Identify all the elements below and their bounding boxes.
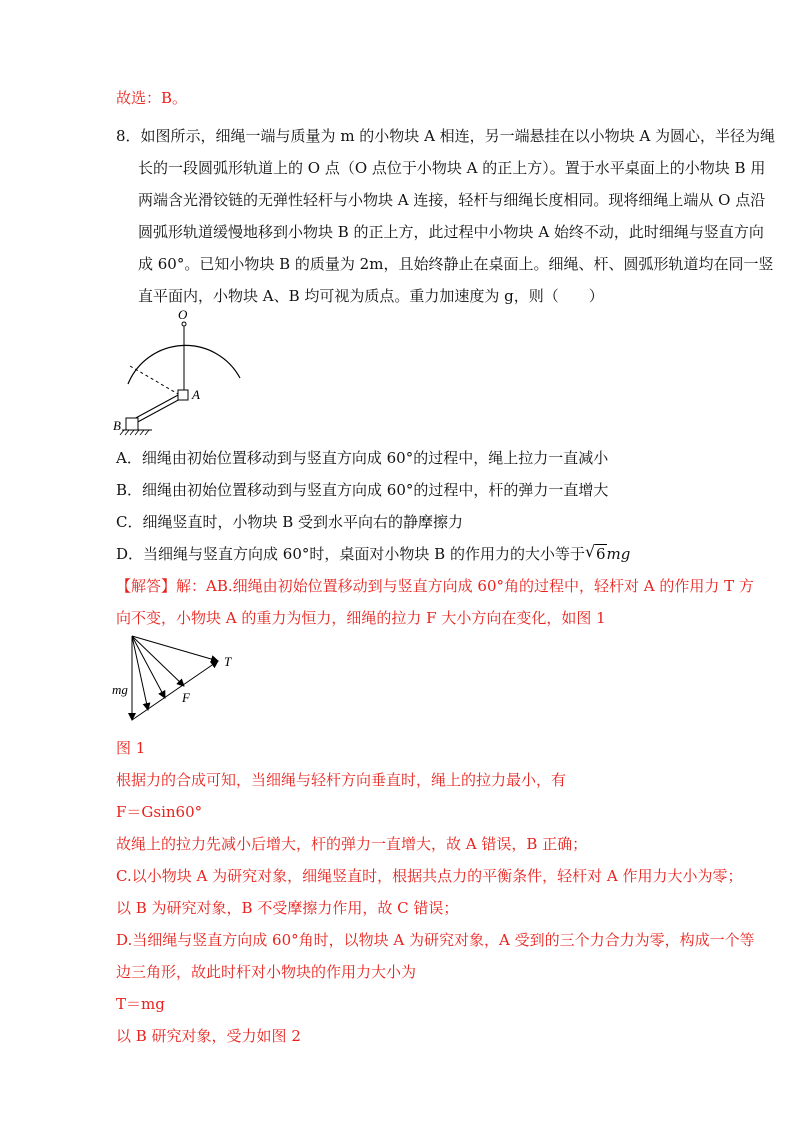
t-vector [132, 661, 218, 720]
solution-intro-text: 解：AB.细绳由初始位置移动到与竖直方向成 60°角的过程中，轻杆对 A 的作用力 T 方 [176, 577, 754, 595]
formula-2: T＝mg [116, 995, 165, 1013]
rod-top [132, 394, 180, 420]
solution-intro-1 [116, 576, 754, 596]
option-d-unit: mg [606, 545, 631, 563]
solution-intro-2: 向不变，小物块 A 的重力为恒力，细绳的拉力 F 大小方向在变化，如图 1 [116, 609, 606, 627]
figure-1-caption: 图 1 [116, 739, 146, 757]
dashed-line [130, 366, 178, 394]
label-b: B [113, 418, 121, 433]
sqrt-expression: √ 6 [584, 542, 606, 563]
question-line-6: 直平面内，小物块 A、B 均可视为质点。重力加速度为 g，则（ ） [138, 287, 604, 305]
solution-line-6: 边三角形，故此时杆对小物块的作用力大小为 [116, 963, 417, 981]
option-d-text: D．当细绳与竖直方向成 60°时，桌面对小物块 B 的作用力的大小等于 [116, 545, 585, 563]
table-hatch [120, 430, 149, 435]
option-b: B．细绳由初始位置移动到与竖直方向成 60°的过程中，杆的弹力一直增大 [116, 481, 609, 499]
solution-line-3: C.以小物块 A 为研究对象，细绳竖直时，根据共点力的平衡条件，轻杆对 A 作用力大小为零； [116, 867, 743, 885]
solution-line-1: 根据力的合成可知，当细绳与轻杆方向垂直时，绳上的拉力最小，有 [116, 771, 567, 789]
block-b [126, 418, 138, 430]
formula-1: F＝Gsin60° [116, 803, 203, 821]
label-a: A [192, 387, 200, 402]
f-vector-4 [132, 636, 148, 710]
option-d [116, 544, 630, 564]
solution-line-5: D.当细绳与竖直方向成 60°角时，以物块 A 为研究对象，A 受到的三个力合力为零，构成一个等 [116, 931, 755, 949]
solution-line-7: 以 B 研究对象，受力如图 2 [116, 1027, 301, 1045]
question-line-4: 圆弧形轨道缓慢地移到小物块 B 的正上方，此过程中小物块 A 始终不动，此时细绳与竖直方向 [138, 223, 764, 241]
label-f: F [182, 690, 190, 705]
option-c: C．细绳竖直时，小物块 B 受到水平向右的静摩擦力 [116, 513, 464, 531]
label-mg: mg [112, 682, 128, 697]
question-line-5: 成 60°。已知小物块 B 的质量为 2m，且始终静止在桌面上。细绳、杆、圆弧形轨道均在同一竖 [138, 255, 774, 273]
sqrt-radicand: 6 [595, 545, 606, 563]
question-line-2: 长的一段圆弧形轨道上的 O 点（O 点位于小物块 A 的正上方）。置于水平桌面上的小物块 B 用 [138, 159, 766, 177]
previous-answer: 故选：B。 [116, 89, 188, 107]
solution-tag: 【解答】 [116, 577, 177, 595]
force-triangle-figure [110, 632, 240, 728]
option-a: A．细绳由初始位置移动到与竖直方向成 60°的过程中，绳上拉力一直减小 [116, 449, 609, 467]
point-o [182, 322, 186, 326]
label-o: O [178, 307, 188, 322]
solution-line-4: 以 B 为研究对象，B 不受摩擦力作用，故 C 错误； [116, 899, 459, 917]
rod-bottom [134, 398, 182, 424]
question-line-3: 两端含光滑铰链的无弹性轻杆与小物块 A 连接，轻杆与细绳长度相同。现将细绳上端从 O 点沿 [138, 191, 766, 209]
question-figure [110, 306, 250, 438]
question-line-1: 8．如图所示，细绳一端与质量为 m 的小物块 A 相连，另一端悬挂在以小物块 A 为圆心，半径为绳 [116, 127, 776, 145]
label-t: T [224, 654, 232, 669]
solution-line-2: 故绳上的拉力先减小后增大，杆的弹力一直增大，故 A 错误，B 正确； [116, 835, 588, 853]
block-a [178, 390, 188, 400]
f-vector-3 [132, 636, 165, 698]
